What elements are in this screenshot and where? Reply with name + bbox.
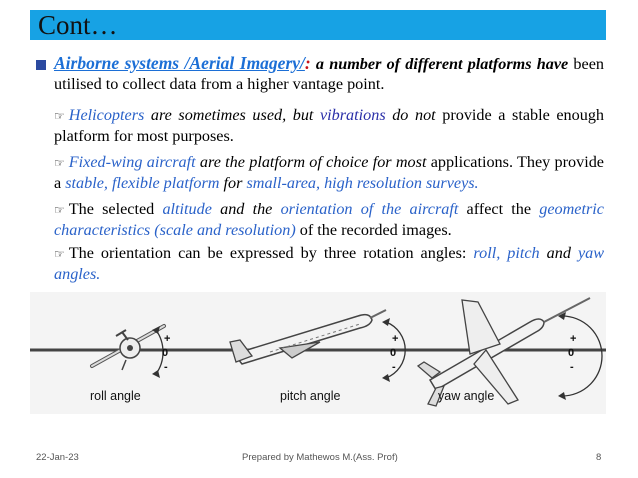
yaw-nose-line (544, 298, 590, 322)
main-bold-text: a number of different platforms have (310, 55, 569, 73)
fixed-platform: stable, flexible platform (65, 174, 220, 192)
bullet-helicopters (54, 105, 604, 146)
slide-title: Cont… (38, 10, 118, 40)
fixed-surveys: small-area, high resolution surveys. (246, 174, 479, 192)
alt-affect: affect the (458, 200, 540, 218)
heli-term: Helicopters (68, 106, 145, 124)
pitch-aircraft-icon (230, 315, 372, 364)
aircraft-rotation-figure (30, 292, 606, 414)
pitch-minus: - (392, 361, 396, 373)
lead-heading: Airborne systems /Aerial Imagery/ (54, 53, 305, 73)
main-paragraph (54, 53, 604, 94)
orient-yaw: yaw angles. (54, 244, 605, 283)
yaw-zero: 0 (568, 347, 575, 359)
fixed-text-1: are the platform of choice for most (195, 153, 427, 171)
fixed-for: for (219, 174, 247, 192)
rotation-angles-svg (30, 292, 606, 414)
pitch-plus: + (392, 333, 399, 345)
orient-and: and (539, 244, 578, 262)
pointing-hand-icon: ☞ (54, 109, 65, 123)
square-bullet-icon (36, 60, 46, 70)
orient-text-1: The orientation can be expressed by three rotation angles: (68, 244, 474, 262)
heli-text-2: provide a stable enough platform for most purposes. (54, 106, 605, 145)
alt-text-1: The selected (68, 200, 163, 218)
bullet-orientation (54, 243, 604, 284)
caption-roll: roll angle (90, 389, 141, 403)
pointing-hand-icon: ☞ (54, 156, 65, 170)
heli-vibrations: vibrations (319, 106, 386, 124)
roll-aircraft-icon (92, 326, 164, 370)
caption-pitch: pitch angle (280, 389, 341, 403)
title-bar (30, 10, 606, 40)
caption-yaw: yaw angle (438, 389, 495, 403)
heli-do-not: do not (385, 106, 436, 124)
fixed-term: Fixed-wing aircraft (68, 153, 196, 171)
pointing-hand-icon: ☞ (54, 247, 65, 261)
heli-text-1: are sometimes used, but (144, 106, 320, 124)
alt-geometric: geometric characteristics (scale and resolution) (54, 200, 604, 239)
footer-page-number: 8 (596, 452, 602, 463)
roll-zero: 0 (162, 347, 169, 359)
footer-date: 22-Jan-23 (36, 452, 79, 463)
alt-altitude: altitude (162, 200, 212, 218)
lead-colon: : (304, 53, 311, 73)
bullet-altitude (54, 199, 604, 240)
orient-roll-pitch: roll, pitch (473, 244, 540, 262)
footer-author: Prepared by Mathewos M.(Ass. Prof) (242, 452, 398, 463)
yaw-plus: + (570, 333, 577, 345)
yaw-minus: - (570, 361, 574, 373)
pitch-zero: 0 (390, 347, 397, 359)
bullet-fixed-wing (54, 152, 604, 193)
pointing-hand-icon: ☞ (54, 203, 65, 217)
roll-minus: - (164, 361, 168, 373)
alt-recorded: of the recorded images. (295, 221, 452, 239)
pitch-nose-line (370, 310, 386, 318)
alt-orientation: orientation of the aircraft (280, 200, 459, 218)
roll-plus: + (164, 333, 171, 345)
alt-and-the: and the (211, 200, 281, 218)
fixed-text-2: applications. They provide a (54, 153, 604, 192)
main-plain-text: been utilised to collect data from a higher vantage point. (54, 55, 604, 93)
